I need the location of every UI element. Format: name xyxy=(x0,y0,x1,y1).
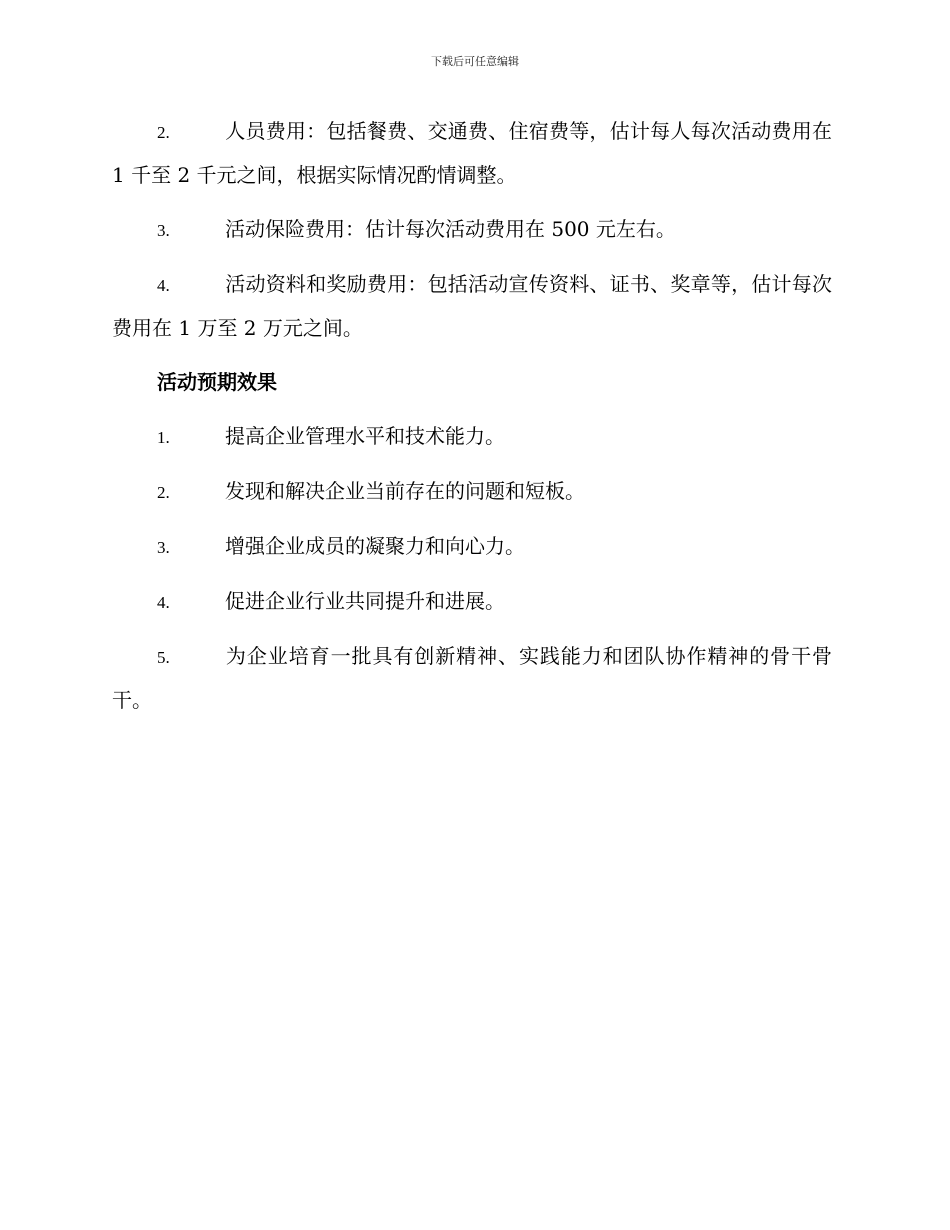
page-header: 下载后可任意编辑 xyxy=(431,55,519,68)
list-text: 为企业培育一批具有创新精神、实践能力和团队协作精神的骨干骨干。 xyxy=(112,644,832,712)
list-text: 发现和解决企业当前存在的问题和短板。 xyxy=(225,479,585,503)
list-number: 4. xyxy=(157,593,170,612)
section-title-expected-effects: 活动预期效果 xyxy=(157,370,277,394)
effect-item-1 xyxy=(112,415,832,459)
cost-item-4 xyxy=(112,263,832,350)
document-body xyxy=(112,110,832,733)
list-number: 1. xyxy=(157,428,170,447)
list-text: 人员费用：包括餐费、交通费、住宿费等，估计每人每次活动费用在 1 千至 2 千元之间，根据实际情况酌情调整。 xyxy=(112,119,832,187)
list-number: 3. xyxy=(157,538,170,557)
effect-item-3 xyxy=(112,525,832,569)
cost-item-2 xyxy=(112,110,832,197)
effect-item-5 xyxy=(112,635,832,722)
list-text: 活动资料和奖励费用：包括活动宣传资料、证书、奖章等，估计每次费用在 1 万至 2 万元之间。 xyxy=(112,272,832,340)
list-number: 3. xyxy=(157,221,170,240)
effect-item-4 xyxy=(112,580,832,624)
list-number: 2. xyxy=(157,123,170,142)
list-number: 2. xyxy=(157,483,170,502)
effect-item-2 xyxy=(112,470,832,514)
list-text: 增强企业成员的凝聚力和向心力。 xyxy=(225,534,525,558)
list-text: 活动保险费用：估计每次活动费用在 500 元左右。 xyxy=(225,217,676,241)
list-number: 4. xyxy=(157,276,170,295)
list-text: 提高企业管理水平和技术能力。 xyxy=(225,424,505,448)
cost-item-3 xyxy=(112,208,832,252)
list-text: 促进企业行业共同提升和进展。 xyxy=(225,589,505,613)
list-number: 5. xyxy=(157,648,170,667)
